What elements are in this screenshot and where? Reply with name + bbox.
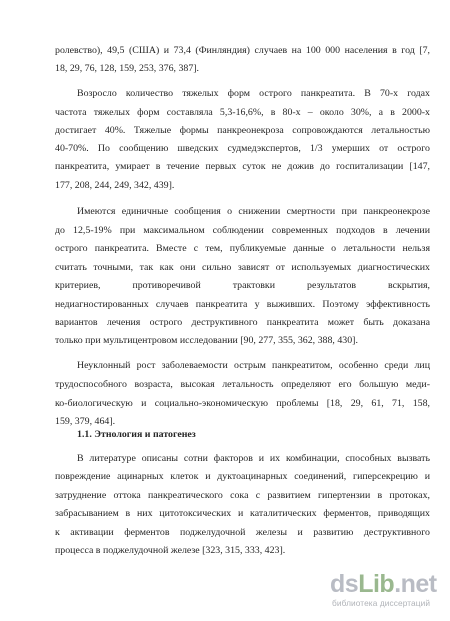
text-line: процесса в поджелудочной железе [323, 315, 333, 423]. bbox=[55, 545, 286, 556]
text-line: критериев, противоречивой трактовки результатов вскрытия, bbox=[55, 280, 430, 291]
section-heading: 1.1. Этнология и патогенез bbox=[77, 429, 196, 440]
text-line: только при мультицентровом исследовании [90, 277, 355, 362, 388, 430]. bbox=[55, 335, 358, 346]
text-line: Неуклонный рост заболеваемости острым панкреатитом, особенно среди лиц bbox=[77, 360, 430, 371]
dslib-watermark bbox=[330, 570, 445, 616]
text-line: 18, 29, 76, 128, 159, 253, 376, 387]. bbox=[55, 63, 200, 74]
text-line: В литературе описаны сотни факторов и их комбинации, способных вызвать bbox=[77, 453, 430, 464]
text-line: ко-биологическую и социально-экономическую проблемы [18, 29, 61, 71, 158, bbox=[55, 398, 430, 409]
text-line: до 12,5-19% при максимальном соблюдении современных подходов в лечении bbox=[55, 225, 430, 236]
text-line: ролевство), 49,5 (США) и 73,4 (Финляндия) случаев на 100 000 населения в год [7, bbox=[55, 45, 430, 56]
text-line: панкреатита, умирает в течение первых суток не дожив до госпитализации [147, bbox=[55, 161, 430, 172]
dslib-logo: dsLib.net bbox=[330, 570, 437, 598]
text-line: острого панкреатита. Вместе с тем, публикуемые данные о летальности нельзя bbox=[55, 243, 430, 254]
text-line: считать точными, так как они сильно зависят от используемых диагностических bbox=[55, 262, 430, 273]
text-line: достигает 40%. Тяжелые формы панкреонекроза сопровождаются летальностью bbox=[55, 125, 430, 136]
text-line: частота тяжелых форм составляла 5,3-16,6%, в 80-х – около 30%, а в 2000-х bbox=[55, 107, 430, 118]
text-line: к активации ферментов поджелудочной железы и развитию деструктивного bbox=[55, 527, 430, 538]
text-line: 159, 379, 464]. bbox=[55, 416, 116, 427]
text-line: повреждение ацинарных клеток и дуктоацинарных соединений, гиперсекрецию и bbox=[55, 471, 430, 482]
text-line: вариантов лечения острого деструктивного панкреатита может быть доказана bbox=[55, 317, 430, 328]
text-line: забрасыванием в них цитотоксических и каталитических ферментов, приводящих bbox=[55, 508, 430, 519]
text-line: 40-70%. По сообщению шведских судмедэкспертов, 1/3 умерших от острого bbox=[55, 143, 430, 154]
text-line: недиагностированных случаев панкреатита у выживших. Поэтому эффективность bbox=[55, 299, 430, 310]
text-line: 177, 208, 244, 249, 342, 439]. bbox=[55, 180, 175, 191]
watermark-caption: библиотека диссертаций bbox=[332, 598, 431, 608]
text-line: Имеются единичные сообщения о снижении смертности при панкреонекрозе bbox=[77, 206, 430, 217]
text-line: Возросло количество тяжелых форм острого панкреатита. В 70-х годах bbox=[77, 88, 430, 99]
text-line: затруднение оттока панкреатического сока с развитием гипертензии в протоках, bbox=[55, 490, 430, 501]
text-line: трудоспособного возраста, высокая летальность определяют его большую меди- bbox=[55, 379, 430, 390]
